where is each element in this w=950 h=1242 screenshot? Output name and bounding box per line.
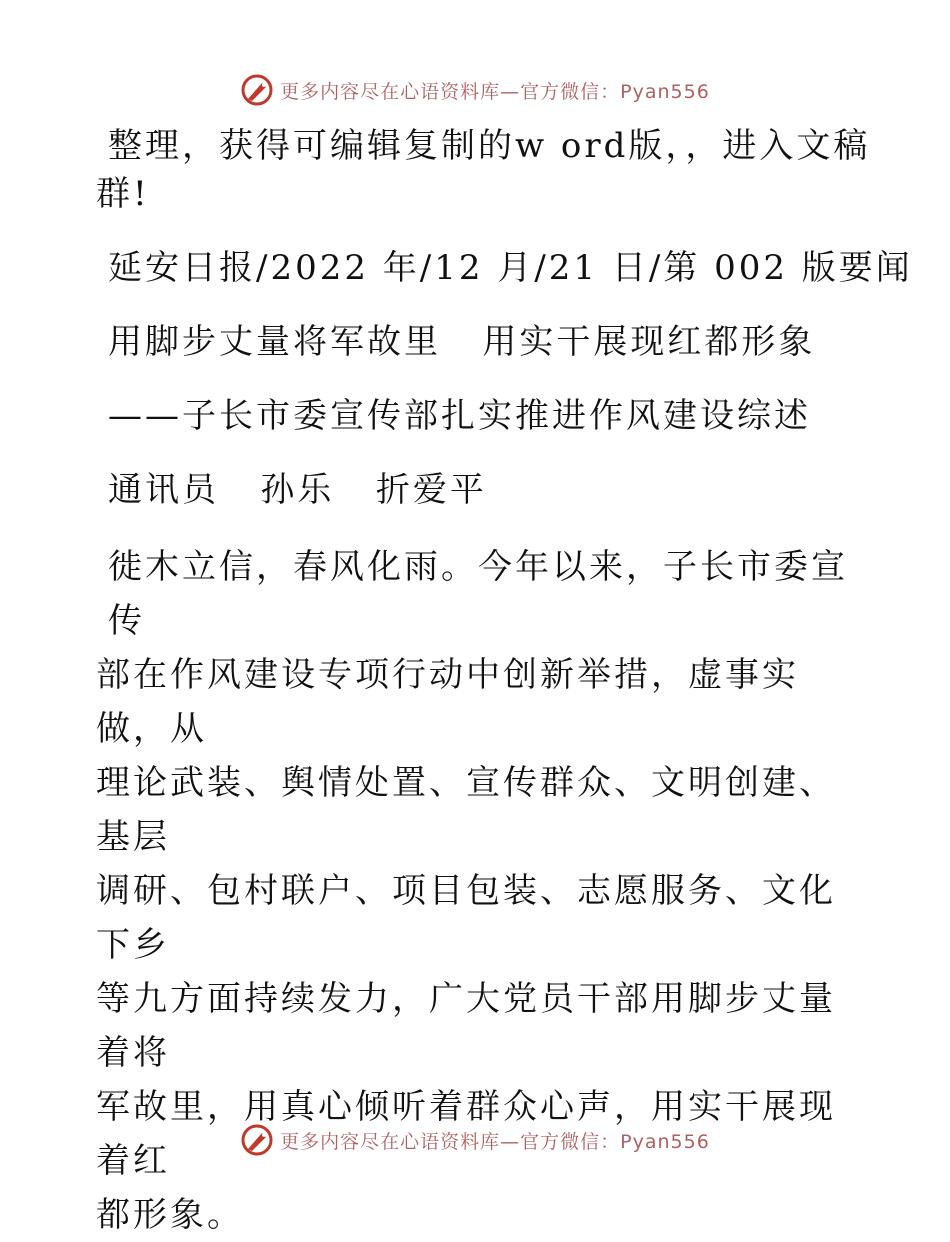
article-subtitle: ——子长市委宣传部扎实推进作风建设综述	[108, 396, 811, 436]
intro-line-1: 整理，获得可编辑复制的w ord版，，进入文稿	[108, 126, 871, 166]
paragraph-line: 徙木立信，春风化雨。今年以来，子长市委宣传	[108, 547, 848, 641]
header-watermark	[0, 70, 950, 110]
byline: 通讯员 孙乐 折爱平	[108, 470, 487, 510]
footer-watermark	[0, 1120, 950, 1160]
paragraph-line: 军故里，用真心倾听着群众心声，用实干展现着红	[96, 1087, 836, 1181]
intro-line-2: 群!	[96, 174, 150, 214]
pen-nib-circle-icon	[240, 73, 274, 107]
paragraph-line: 等九方面持续发力，广大党员干部用脚步丈量着将	[96, 979, 836, 1073]
footer-watermark-text: 更多内容尽在心语资料库—官方微信：Pyan556	[280, 1130, 710, 1153]
paragraph-line: 理论武装、舆情处置、宣传群众、文明创建、基层	[96, 763, 836, 857]
article-title: 用脚步丈量将军故里 用实干展现红都形象	[108, 322, 816, 362]
paragraph-line: 部在作风建设专项行动中创新举措，虚事实做，从	[96, 655, 799, 749]
paragraph-line: 调研、包村联户、项目包装、志愿服务、文化下乡	[96, 871, 836, 965]
source-line: 延安日报/2022 年/12 月/21 日/第 002 版要闻	[108, 248, 913, 288]
pen-nib-circle-icon	[240, 1123, 274, 1157]
paragraph-line: 都形象。	[96, 1195, 244, 1235]
header-watermark-text: 更多内容尽在心语资料库—官方微信：Pyan556	[280, 80, 710, 103]
document-body	[96, 122, 913, 1242]
